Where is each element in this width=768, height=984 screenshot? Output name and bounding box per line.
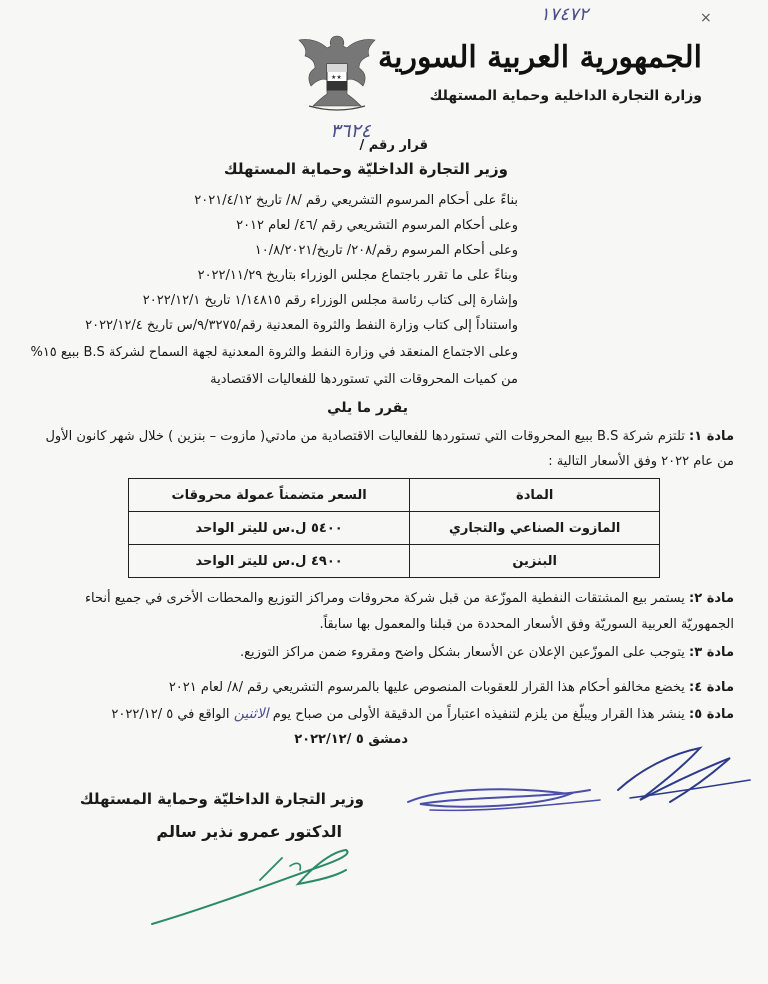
ministry-name: وزارة التجارة الداخلية وحماية المستهلك [429,88,702,104]
article-5-tail: الواقع في [177,707,230,722]
margin-mark: × [700,10,712,26]
emblem-icon [291,28,383,112]
article-3 [34,645,734,660]
article-1-label: مادة ١: [689,429,734,444]
article-5 [34,706,734,722]
article-2-label: مادة ٢: [689,591,734,606]
preamble-line: وبناءً على ما تقرر باجتماع مجلس الوزراء بتاريخ ٢٠٢٢/١١/٢٩ [197,268,518,283]
decision-label: قرار رقم / [359,138,428,153]
minister-signature [140,840,370,940]
article-5-date: ٥ /٢٠٢٢/١٢ [111,707,174,722]
price-table [128,478,660,578]
table-row [129,545,660,578]
decision-number: ٣٦٢٤ [330,120,371,142]
initials-signatures [400,740,760,850]
article-4-label: مادة ٤: [689,680,734,695]
article-5-day: الاثنين [233,706,269,722]
decision-title: وزير التجارة الداخليّة وحماية المستهلك [223,160,508,178]
table-row [129,512,660,545]
article-3-text: يتوجب على الموزّعين الإعلان عن الأسعار بشكل واضح ومقروء ضمن مراكز التوزيع. [240,645,685,660]
preamble-line: بناءً على أحكام المرسوم التشريعي رقم /٨/ تاريخ ٢٠٢١/٤/١٢ [194,193,518,208]
signatory-name: الدكتور عمرو نذير سالم [156,822,342,841]
article-4 [34,680,734,695]
svg-text:★★: ★★ [331,74,342,81]
table-header: المادة [410,479,660,512]
resolves-heading: يقرر ما يلي [327,400,408,416]
table-cell: ٥٤٠٠ ل.س لليتر الواحد [129,512,410,545]
article-4-text: يخضع مخالفو أحكام هذا القرار للعقوبات المنصوص عليها بالمرسوم التشريعي رقم /٨/ لعام ٢٠٢١ [168,680,685,695]
preamble-line: وعلى الاجتماع المنعقد في وزارة النفط والثروة المعدنية لجهة السماح لشركة B.S ببيع ١٥% [30,345,518,360]
table-cell: ٤٩٠٠ ل.س لليتر الواحد [129,545,410,578]
table-cell: المازوت الصناعي والتجاري [410,512,660,545]
article-5-label: مادة ٥: [689,707,734,722]
article-1 [34,424,734,474]
table-header-row [129,479,660,512]
republic-title: الجمهورية العربية السورية [378,40,702,75]
preamble-line: من كميات المحروقات التي تستوردها للفعاليات الاقتصادية [210,372,518,387]
article-2 [34,586,734,638]
table-cell: البنزين [410,545,660,578]
table-header: السعر متضمناً عمولة محروقات [129,479,410,512]
preamble-line: وإشارة إلى كتاب رئاسة مجلس الوزراء رقم ١/١٤٨١٥ تاريخ ٢٠٢٢/١٢/١ [142,293,518,308]
preamble-line: وعلى أحكام المرسوم رقم/٢٠٨/ تاريخ/١٠/٨/٢٠٢١ [254,243,518,258]
place-date: دمشق ٥ /٢٠٢٢/١٢ [294,732,408,747]
article-1-text: تلتزم شركة B.S ببيع المحروقات التي تستوردها للفعاليات الاقتصادية من مادتي( مازوت – بنزين ) خلال شهر كانون الأول من عام ٢٠٢٢ وفق الأسعار التالية : [45,429,734,469]
registry-number: ١٧٤٧٢ [540,4,589,25]
article-2-text: يستمر بيع المشتقات النفطية الموزّعة من قبل شركة محروقات ومراكز التوزيع والمحطات الأخرى في جميع أنحاء الجمهوريّة العربية السوريّة وفق الأسعار المحددة من قبلنا والمعمول بها سابقاً. [84,591,734,632]
preamble-line: واستناداً إلى كتاب وزارة النفط والثروة المعدنية رقم/٩/٣٢٧٥/س تاريخ ٢٠٢٢/١٢/٤ [85,318,518,333]
article-3-label: مادة ٣: [689,645,734,660]
signatory-title: وزير التجارة الداخليّة وحماية المستهلك [79,790,364,808]
preamble-line: وعلى أحكام المرسوم التشريعي رقم /٤٦/ لعام ٢٠١٢ [236,218,518,233]
article-5-text: ينشر هذا القرار ويبلّغ من يلزم لتنفيذه اعتباراً من الدقيقة الأولى من صباح يوم [272,707,685,722]
